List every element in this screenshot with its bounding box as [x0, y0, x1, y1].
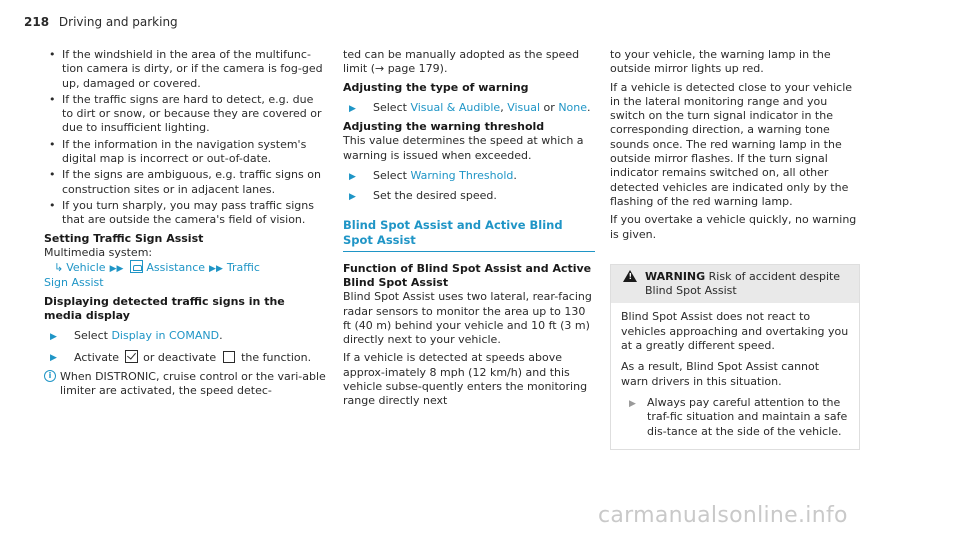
step-activate: ▶ Activate or deactivate the function.	[50, 350, 312, 364]
column-1	[44, 48, 326, 399]
list-item: • If the traffic signs are hard to detect, e.g. due to dirt or snow, or because they are covered or due to insufficient lighting.	[49, 92, 322, 135]
step-arrow-icon: ▶	[349, 103, 356, 114]
warning-title: Risk of accident despite Blind Spot Assist	[645, 269, 841, 298]
page-header	[24, 15, 178, 29]
path-vehicle-link[interactable]: Vehicle	[66, 261, 106, 275]
path-assistance-link[interactable]: Assistance	[146, 261, 206, 275]
threshold-heading: Adjusting the warning threshold	[343, 120, 545, 134]
double-chevron-icon: ▶▶	[109, 264, 124, 275]
function-text: Blind Spot Assist uses two lateral, rear-facing radar sensors to monitor the area up to 130 ft (40 m) behind your vehicle and 10 ft (3 m) directly next to your vehicle.	[343, 290, 592, 347]
warning-triangle-icon	[623, 270, 637, 282]
list-item: • If the signs are ambiguous, e.g. traffic signs on construction sites or in adjacent lanes.	[49, 168, 321, 196]
list-item: • If the windshield in the area of the multifunc-tion camera is dirty, or if the camera is fog-ged up, damaged or covered.	[49, 48, 323, 90]
double-chevron-icon: ▶▶	[209, 264, 223, 275]
visual-option[interactable]: Visual	[507, 100, 541, 114]
display-heading: Displaying detected traffic signs in the media display	[44, 294, 285, 323]
watermark: carmanualsonline.info	[598, 503, 848, 528]
car-assist-icon	[130, 260, 143, 273]
adjust-type-heading: Adjusting the type of warning	[343, 80, 529, 94]
menu-path	[44, 260, 326, 276]
return-arrow-icon: ↳	[54, 261, 64, 275]
unchecked-box-icon	[223, 351, 235, 363]
continued-text: ted can be manually adopted as the speed limit (→ page 179).	[343, 48, 580, 76]
section-title: Blind Spot Assist and Active Blind Spot Assist	[343, 218, 595, 252]
step-select-display: ▶ Select Display in COMAND.	[44, 329, 326, 343]
overtake-text: If you overtake a vehicle quickly, no warning is given.	[610, 213, 857, 241]
list-item: • If the information in the navigation system's digital map is incorrect or out-of-date.	[49, 137, 307, 166]
list-item: • If you turn sharply, you may pass traffic signs that are outside the camera's field of vision.	[49, 198, 314, 227]
step-arrow-icon: ▶	[50, 352, 57, 363]
column-3	[610, 48, 860, 450]
function-heading: Function of Blind Spot Assist and Active Blind Spot Assist	[343, 261, 592, 289]
step-arrow-icon: ▶	[50, 332, 57, 343]
step-select-warning-type: ▶ Select Visual & Audible, Visual or None.	[343, 101, 595, 115]
warning-label: WARNING	[645, 269, 706, 283]
page-number: 218	[24, 15, 50, 29]
step-arrow-icon: ▶	[349, 192, 356, 203]
warning-step: ▶ Always pay careful attention to the traf-fic situation and maintain a safe dis-tance at the side of the vehicle.	[629, 395, 848, 438]
none-option[interactable]: None	[558, 100, 588, 114]
step-select-threshold: ▶ Select Warning Threshold.	[343, 169, 595, 183]
warning-threshold-link[interactable]: Warning Threshold	[410, 169, 514, 183]
step-arrow-icon: ▶	[349, 172, 356, 183]
step-set-speed: ▶ Set the desired speed.	[343, 189, 595, 203]
warning-text-2: As a result, Blind Spot Assist cannot warn drivers in this situation.	[621, 360, 820, 388]
column-2	[343, 48, 595, 409]
display-in-comand-link[interactable]: Display in COMAND	[111, 329, 220, 343]
info-icon: i	[44, 370, 56, 382]
detect-text: If a vehicle is detected at speeds above approx-imately 8 mph (12 km/h) and this vehicle subse-quently enters the monitoring range directly next	[343, 351, 588, 408]
warning-text-1: Blind Spot Assist does not react to vehicles approaching and overtaking you at a greatly different speed.	[621, 310, 849, 353]
path-sign-assist-link[interactable]: Sign Assist	[44, 276, 104, 290]
setting-heading: Setting Traffic Sign Assist	[44, 231, 204, 245]
section-name: Driving and parking	[58, 15, 178, 29]
warning-body	[611, 303, 859, 448]
step-arrow-icon: ▶	[629, 398, 636, 409]
checked-box-icon	[125, 350, 138, 363]
info-note: i When DISTRONIC, cruise control or the vari-able limiter are activated, the speed detec-	[44, 370, 326, 399]
warning-header	[611, 265, 859, 304]
turn-signal-text: If a vehicle is detected close to your vehicle in the lateral monitoring range and you switch on the turn signal indicator in the corresponding direction, a warning tone sounds once. The red warning lamp in the outside mirror flashes. If the turn signal indicator remains switched on, all other detected vehicles are indicated only by the flashing of the red warning lamp.	[610, 80, 853, 208]
multimedia-label: Multimedia system:	[44, 245, 153, 259]
warning-box	[610, 264, 860, 450]
visual-audible-option[interactable]: Visual & Audible	[410, 100, 501, 114]
path-traffic-link[interactable]: Traffic	[226, 261, 260, 275]
continued-text: to your vehicle, the warning lamp in the outside mirror lights up red.	[610, 48, 831, 76]
threshold-text: This value determines the speed at which a warning is issued when exceeded.	[343, 134, 584, 162]
